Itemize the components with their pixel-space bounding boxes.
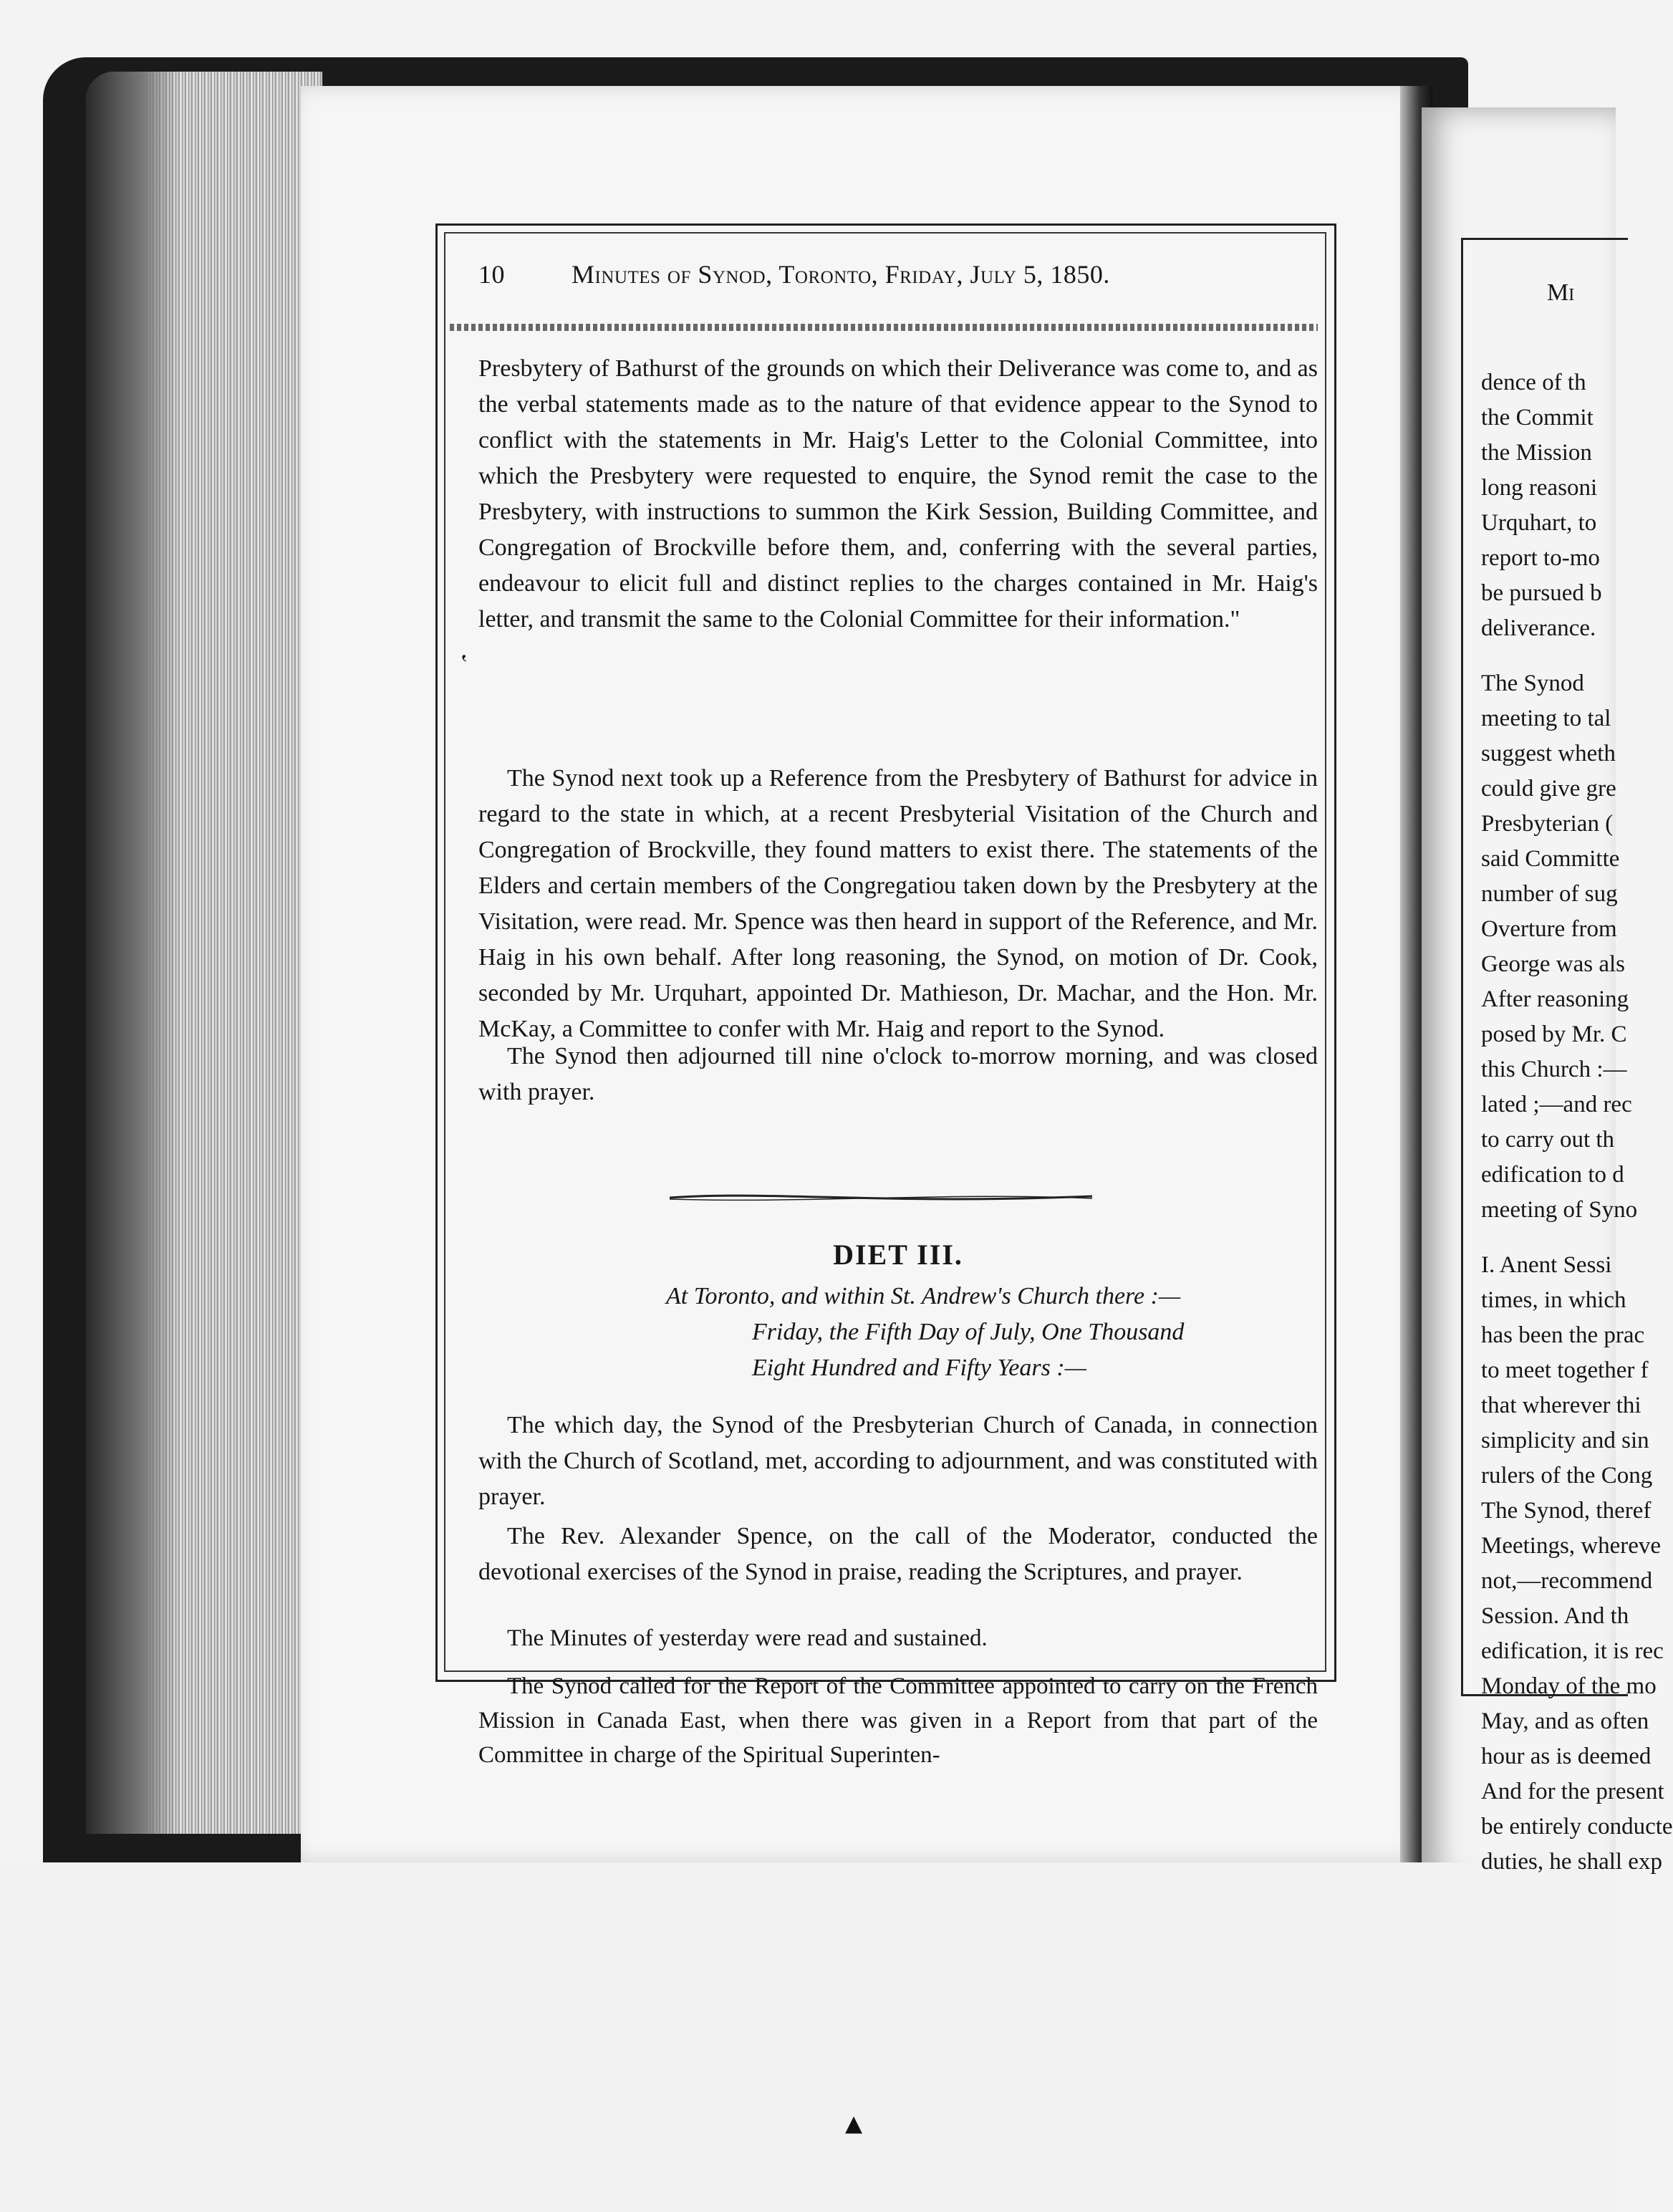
right-page-line: meeting of Syno (1481, 1197, 1638, 1223)
running-head: Minutes of Synod, Toronto, Friday, July 5, 1850. (572, 260, 1110, 289)
right-page-line: duties, he shall exp (1481, 1849, 1662, 1875)
right-page-line: And for the present (1481, 1779, 1664, 1804)
page-edges-shadow (86, 72, 179, 1834)
right-page-line: times, in which (1481, 1287, 1626, 1313)
right-page-line: Overture from (1481, 916, 1617, 942)
right-page-line: number of sug (1481, 881, 1618, 907)
right-page-line: said Committe (1481, 846, 1620, 872)
right-page-line: long reasoni (1481, 475, 1598, 501)
right-page-line: the Mission (1481, 440, 1592, 466)
place-line-3: Eight Hundred and Fifty Years :— (752, 1355, 1086, 1381)
margin-mark: ‛ (460, 649, 468, 678)
right-page-line: Monday of the mo (1481, 1673, 1657, 1699)
right-page-line: Urquhart, to (1481, 510, 1597, 536)
right-page-line: rulers of the Cong (1481, 1463, 1653, 1489)
ink-smudge: ▴ (845, 2104, 863, 2142)
scan-bottom-margin (0, 1862, 1616, 2212)
paragraph-5: The Rev. Alexander Spence, on the call of the Moderator, conducted the devotional exercises of the Synod in praise, reading the Scriptures, and prayer. (478, 1523, 1318, 1585)
right-page-line: deliverance. (1481, 615, 1596, 641)
paragraph-6: The Minutes of yesterday were read and sustained. (507, 1625, 988, 1651)
right-page-line: that wherever thi (1481, 1393, 1641, 1418)
right-page-line: Presbyterian ( (1481, 811, 1614, 837)
right-page-line: be pursued b (1481, 580, 1602, 606)
right-page-line: this Church :— (1481, 1057, 1627, 1082)
paragraph-4: The which day, the Synod of the Presbyterian Church of Canada, in connection with the Church of Scotland, met, according to adjournment, and was constituted with prayer. (478, 1412, 1318, 1510)
right-running-head: Mi (1547, 279, 1575, 306)
paragraph-7: The Synod called for the Report of the Committee appointed to carry on the French Mission in Canada East, when there was given in a Report from that part of the Committee in charge of the Spiritual Superinten- (478, 1673, 1318, 1768)
page-number: 10 (478, 260, 505, 289)
right-page-line: could give gre (1481, 776, 1616, 802)
right-page-line: not,—recommend (1481, 1568, 1653, 1594)
right-page-line: I. Anent Sessi (1481, 1252, 1612, 1278)
right-page-text (1481, 365, 1673, 1880)
right-page-line: to carry out th (1481, 1127, 1615, 1153)
right-page-line: edification to d (1481, 1162, 1624, 1188)
right-page-line: to meet together f (1481, 1357, 1649, 1383)
place-line-2: Friday, the Fifth Day of July, One Thousand (752, 1319, 1185, 1345)
paragraph-1: Presbytery of Bathurst of the grounds on which their Deliverance was come to, and as the verbal statements made as to the nature of that evidence appear to the Synod to conflict with the statements in Mr. Haig's Letter to the Colonial Committee, into which the Presbytery were requested to enquire, the Synod remit the case to the Presbytery, with instructions to summon the Kirk Session, Building Committee, and Congregation of Brockville before them, and, conferring with the several parties, endeavour to elicit full and distinct replies to the charges contained in Mr. Haig's letter, and transmit the same to the Colonial Committee for their information." (478, 355, 1318, 633)
right-page-line: The Synod, theref (1481, 1498, 1652, 1524)
right-page-line: After reasoning (1481, 986, 1629, 1012)
right-page-line: George was als (1481, 951, 1625, 977)
right-page-line: meeting to tal (1481, 706, 1611, 731)
paragraph-2: The Synod next took up a Reference from the Presbytery of Bathurst for advice in regard to the state in which, at a recent Presbyterial Visitation of the Church and Congregation of Brockville, they found matters to exist there. The statements of the Elders and certain members of the Congregatiou taken down by the Presbytery at the Visitation, were read. Mr. Spence was then heard in support of the Reference, and Mr. Haig in his own behalf. After long reasoning, the Synod, on motion of Dr. Cook, seconded by Mr. Urquhart, appointed Dr. Mathieson, Dr. Machar, and the Hon. Mr. McKay, a Committee to confer with Mr. Haig and report to the Synod. (478, 765, 1318, 1042)
header-rule (450, 324, 1318, 331)
right-page-line: lated ;—and rec (1481, 1092, 1632, 1117)
right-page-line: has been the prac (1481, 1322, 1645, 1348)
right-page-line: simplicity and sin (1481, 1428, 1649, 1453)
right-page-line: The Synod (1481, 670, 1584, 696)
paragraph-3: The Synod then adjourned till nine o'clock to-morrow morning, and was closed with prayer. (478, 1043, 1318, 1105)
right-page-line: the Commit (1481, 405, 1594, 431)
paragraph-gap (1481, 646, 1624, 666)
right-page-line: report to-mo (1481, 545, 1600, 571)
section-divider-swash (666, 1189, 1096, 1206)
paragraph-gap (1481, 1228, 1624, 1248)
right-page-line: edification, it is rec (1481, 1638, 1664, 1664)
right-page-line: Meetings, whereve (1481, 1533, 1662, 1559)
right-page-line: Session. And th (1481, 1603, 1629, 1629)
right-page-line: suggest wheth (1481, 741, 1616, 766)
right-page-line: be entirely conducte (1481, 1814, 1673, 1840)
right-page-line: dence of th (1481, 370, 1586, 395)
diet-heading: DIET III. (833, 1239, 963, 1271)
right-page-line: hour as is deemed (1481, 1744, 1652, 1769)
right-page-line: May, and as often (1481, 1708, 1649, 1734)
right-page-line: posed by Mr. C (1481, 1021, 1627, 1047)
place-line-1: At Toronto, and within St. Andrew's Church there :— (666, 1283, 1181, 1309)
